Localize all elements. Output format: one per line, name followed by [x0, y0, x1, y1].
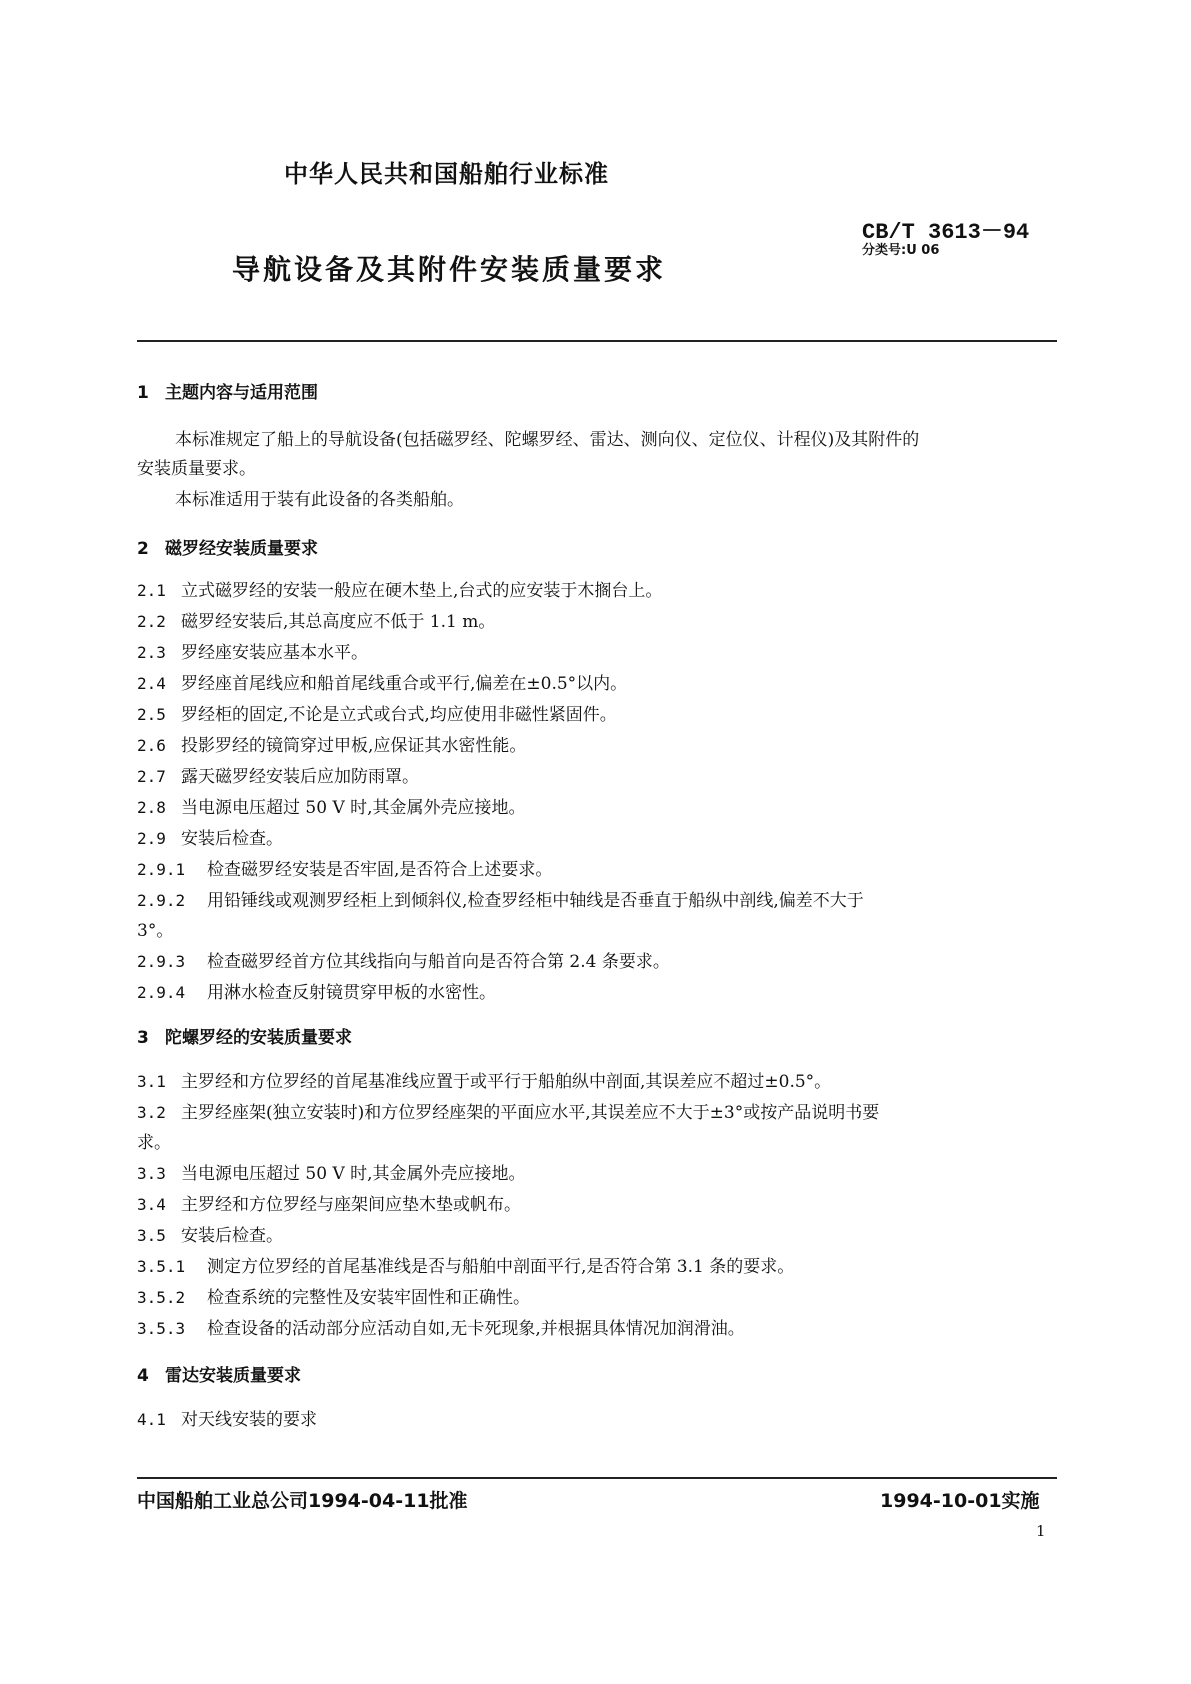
- clause-text: 罗经座首尾线应和船首尾线重合或平行,偏差在±0.5°以内。: [181, 674, 628, 694]
- clause-item: [137, 1408, 1057, 1432]
- clause-text: 主罗经座架(独立安装时)和方位罗经座架的平面应水平,其误差应不大于±3°或按产品说明书要: [181, 1103, 880, 1123]
- section-number: 3: [137, 1028, 149, 1048]
- standard-header: 中华人民共和国船舶行业标准: [284, 160, 609, 188]
- clause-text: 用铅锤线或观测罗经柜上到倾斜仪,检查罗经柜中轴线是否垂直于船纵中剖线,偏差不大于: [207, 891, 864, 911]
- clause-text: 当电源电压超过 50 V 时,其金属外壳应接地。: [181, 798, 526, 818]
- clause-item: [137, 579, 1057, 603]
- section-1-paragraph-cont: 安装质量要求。: [137, 459, 256, 479]
- clause-number: 3.5.1: [137, 1257, 186, 1276]
- clause-number: 4.1: [137, 1410, 166, 1429]
- document-title: 导航设备及其附件安装质量要求: [232, 253, 667, 286]
- section-title: 磁罗经安装质量要求: [165, 539, 318, 559]
- clause-number: 3.5.3: [137, 1319, 186, 1338]
- section-title: 陀螺罗经的安装质量要求: [165, 1028, 352, 1048]
- section-number: 1: [137, 383, 149, 403]
- clause-text: 检查磁罗经安装是否牢固,是否符合上述要求。: [207, 860, 553, 880]
- clause-number: 2.9.3: [137, 952, 186, 971]
- clause-number: 2.1: [137, 581, 166, 600]
- standard-code: CB/T 3613－94: [862, 220, 1030, 245]
- clause-text: 测定方位罗经的首尾基准线是否与船舶中剖面平行,是否符合第 3.1 条的要求。: [207, 1257, 795, 1277]
- clause-item: [137, 1070, 1057, 1094]
- clause-text: 主罗经和方位罗经与座架间应垫木垫或帆布。: [181, 1195, 521, 1215]
- clause-text: 露天磁罗经安装后应加防雨罩。: [181, 767, 419, 787]
- clause-text: 安装后检查。: [181, 829, 283, 849]
- clause-number: 3.5: [137, 1226, 166, 1245]
- clause-item: [137, 1193, 1057, 1217]
- clause-text: 对天线安装的要求: [181, 1410, 317, 1430]
- clause-number: 2.7: [137, 767, 166, 786]
- clause-number: 2.5: [137, 705, 166, 724]
- clause-item: [137, 1224, 1057, 1248]
- clause-number: 3.3: [137, 1164, 166, 1183]
- clause-item: [137, 796, 1057, 820]
- clause-number: 3.1: [137, 1072, 166, 1091]
- clause-text: 求。: [137, 1133, 171, 1153]
- clause-item: [137, 1132, 1057, 1155]
- clause-text: 立式磁罗经的安装一般应在硬木垫上,台式的应安装于木搁台上。: [181, 581, 663, 601]
- clause-number: 2.2: [137, 612, 166, 631]
- section-number: 4: [137, 1366, 149, 1386]
- clause-text: 3°。: [137, 921, 174, 941]
- classification-number: 分类号:U 06: [862, 243, 940, 258]
- clause-item: [137, 827, 1057, 851]
- section-4-heading: [137, 1361, 1057, 1386]
- clause-number: 2.9.1: [137, 860, 186, 879]
- clause-text: 磁罗经安装后,其总高度应不低于 1.1 m。: [181, 612, 496, 632]
- header-divider: [137, 340, 1057, 342]
- clause-item: [137, 610, 1057, 634]
- clause-text: 罗经座安装应基本水平。: [181, 643, 368, 663]
- section-1-paragraph: 本标准适用于装有此设备的各类船舶。: [175, 490, 464, 510]
- clause-item: [137, 1101, 1057, 1125]
- section-3-heading: [137, 1023, 1057, 1048]
- clause-number: 3.2: [137, 1103, 166, 1122]
- section-3-list: [137, 1070, 1057, 1341]
- section-title: 主题内容与适用范围: [165, 383, 318, 403]
- section-1-paragraph: 本标准规定了船上的导航设备(包括磁罗经、陀螺罗经、雷达、测向仪、定位仪、计程仪)及其附件的: [175, 430, 920, 450]
- clause-item: [137, 703, 1057, 727]
- clause-number: 2.8: [137, 798, 166, 817]
- implementation-date: 1994-10-01实施: [880, 1490, 1040, 1512]
- clause-item: [137, 1162, 1057, 1186]
- clause-text: 投影罗经的镜筒穿过甲板,应保证其水密性能。: [181, 736, 527, 756]
- clause-number: 2.9.2: [137, 891, 186, 910]
- section-1-heading: [137, 378, 1057, 403]
- section-2-list: [137, 579, 1057, 1005]
- clause-number: 2.6: [137, 736, 166, 755]
- clause-item: [137, 765, 1057, 789]
- clause-number: 2.4: [137, 674, 166, 693]
- footer-divider: [137, 1477, 1057, 1479]
- clause-text: 当电源电压超过 50 V 时,其金属外壳应接地。: [181, 1164, 526, 1184]
- section-4-list: [137, 1408, 1057, 1432]
- clause-text: 检查磁罗经首方位其线指向与船首向是否符合第 2.4 条要求。: [207, 952, 670, 972]
- clause-text: 罗经柜的固定,不论是立式或台式,均应使用非磁性紧固件。: [181, 705, 617, 725]
- clause-number: 2.9: [137, 829, 166, 848]
- clause-number: 3.4: [137, 1195, 166, 1214]
- clause-number: 2.9.4: [137, 983, 186, 1002]
- clause-item: [137, 889, 1057, 913]
- clause-item: [137, 920, 1057, 943]
- clause-text: 用淋水检查反射镜贯穿甲板的水密性。: [207, 983, 496, 1003]
- section-title: 雷达安装质量要求: [165, 1366, 301, 1386]
- document-body: [137, 372, 1057, 1439]
- approval-info: 中国船舶工业总公司1994-04-11批准: [137, 1490, 468, 1512]
- clause-item: [137, 641, 1057, 665]
- clause-item: [137, 1255, 1057, 1279]
- clause-item: [137, 981, 1057, 1005]
- section-2-heading: [137, 534, 1057, 559]
- section-number: 2: [137, 539, 149, 559]
- clause-text: 安装后检查。: [181, 1226, 283, 1246]
- clause-number: 3.5.2: [137, 1288, 186, 1307]
- clause-item: [137, 1317, 1057, 1341]
- clause-text: 检查设备的活动部分应活动自如,无卡死现象,并根据具体情况加润滑油。: [207, 1319, 745, 1339]
- clause-item: [137, 1286, 1057, 1310]
- clause-number: 2.3: [137, 643, 166, 662]
- clause-item: [137, 950, 1057, 974]
- clause-item: [137, 672, 1057, 696]
- clause-text: 检查系统的完整性及安装牢固性和正确性。: [207, 1288, 530, 1308]
- clause-text: 主罗经和方位罗经的首尾基准线应置于或平行于船舶纵中剖面,其误差应不超过±0.5°。: [181, 1072, 832, 1092]
- clause-item: [137, 734, 1057, 758]
- clause-item: [137, 858, 1057, 882]
- page-number: 1: [1036, 1522, 1046, 1540]
